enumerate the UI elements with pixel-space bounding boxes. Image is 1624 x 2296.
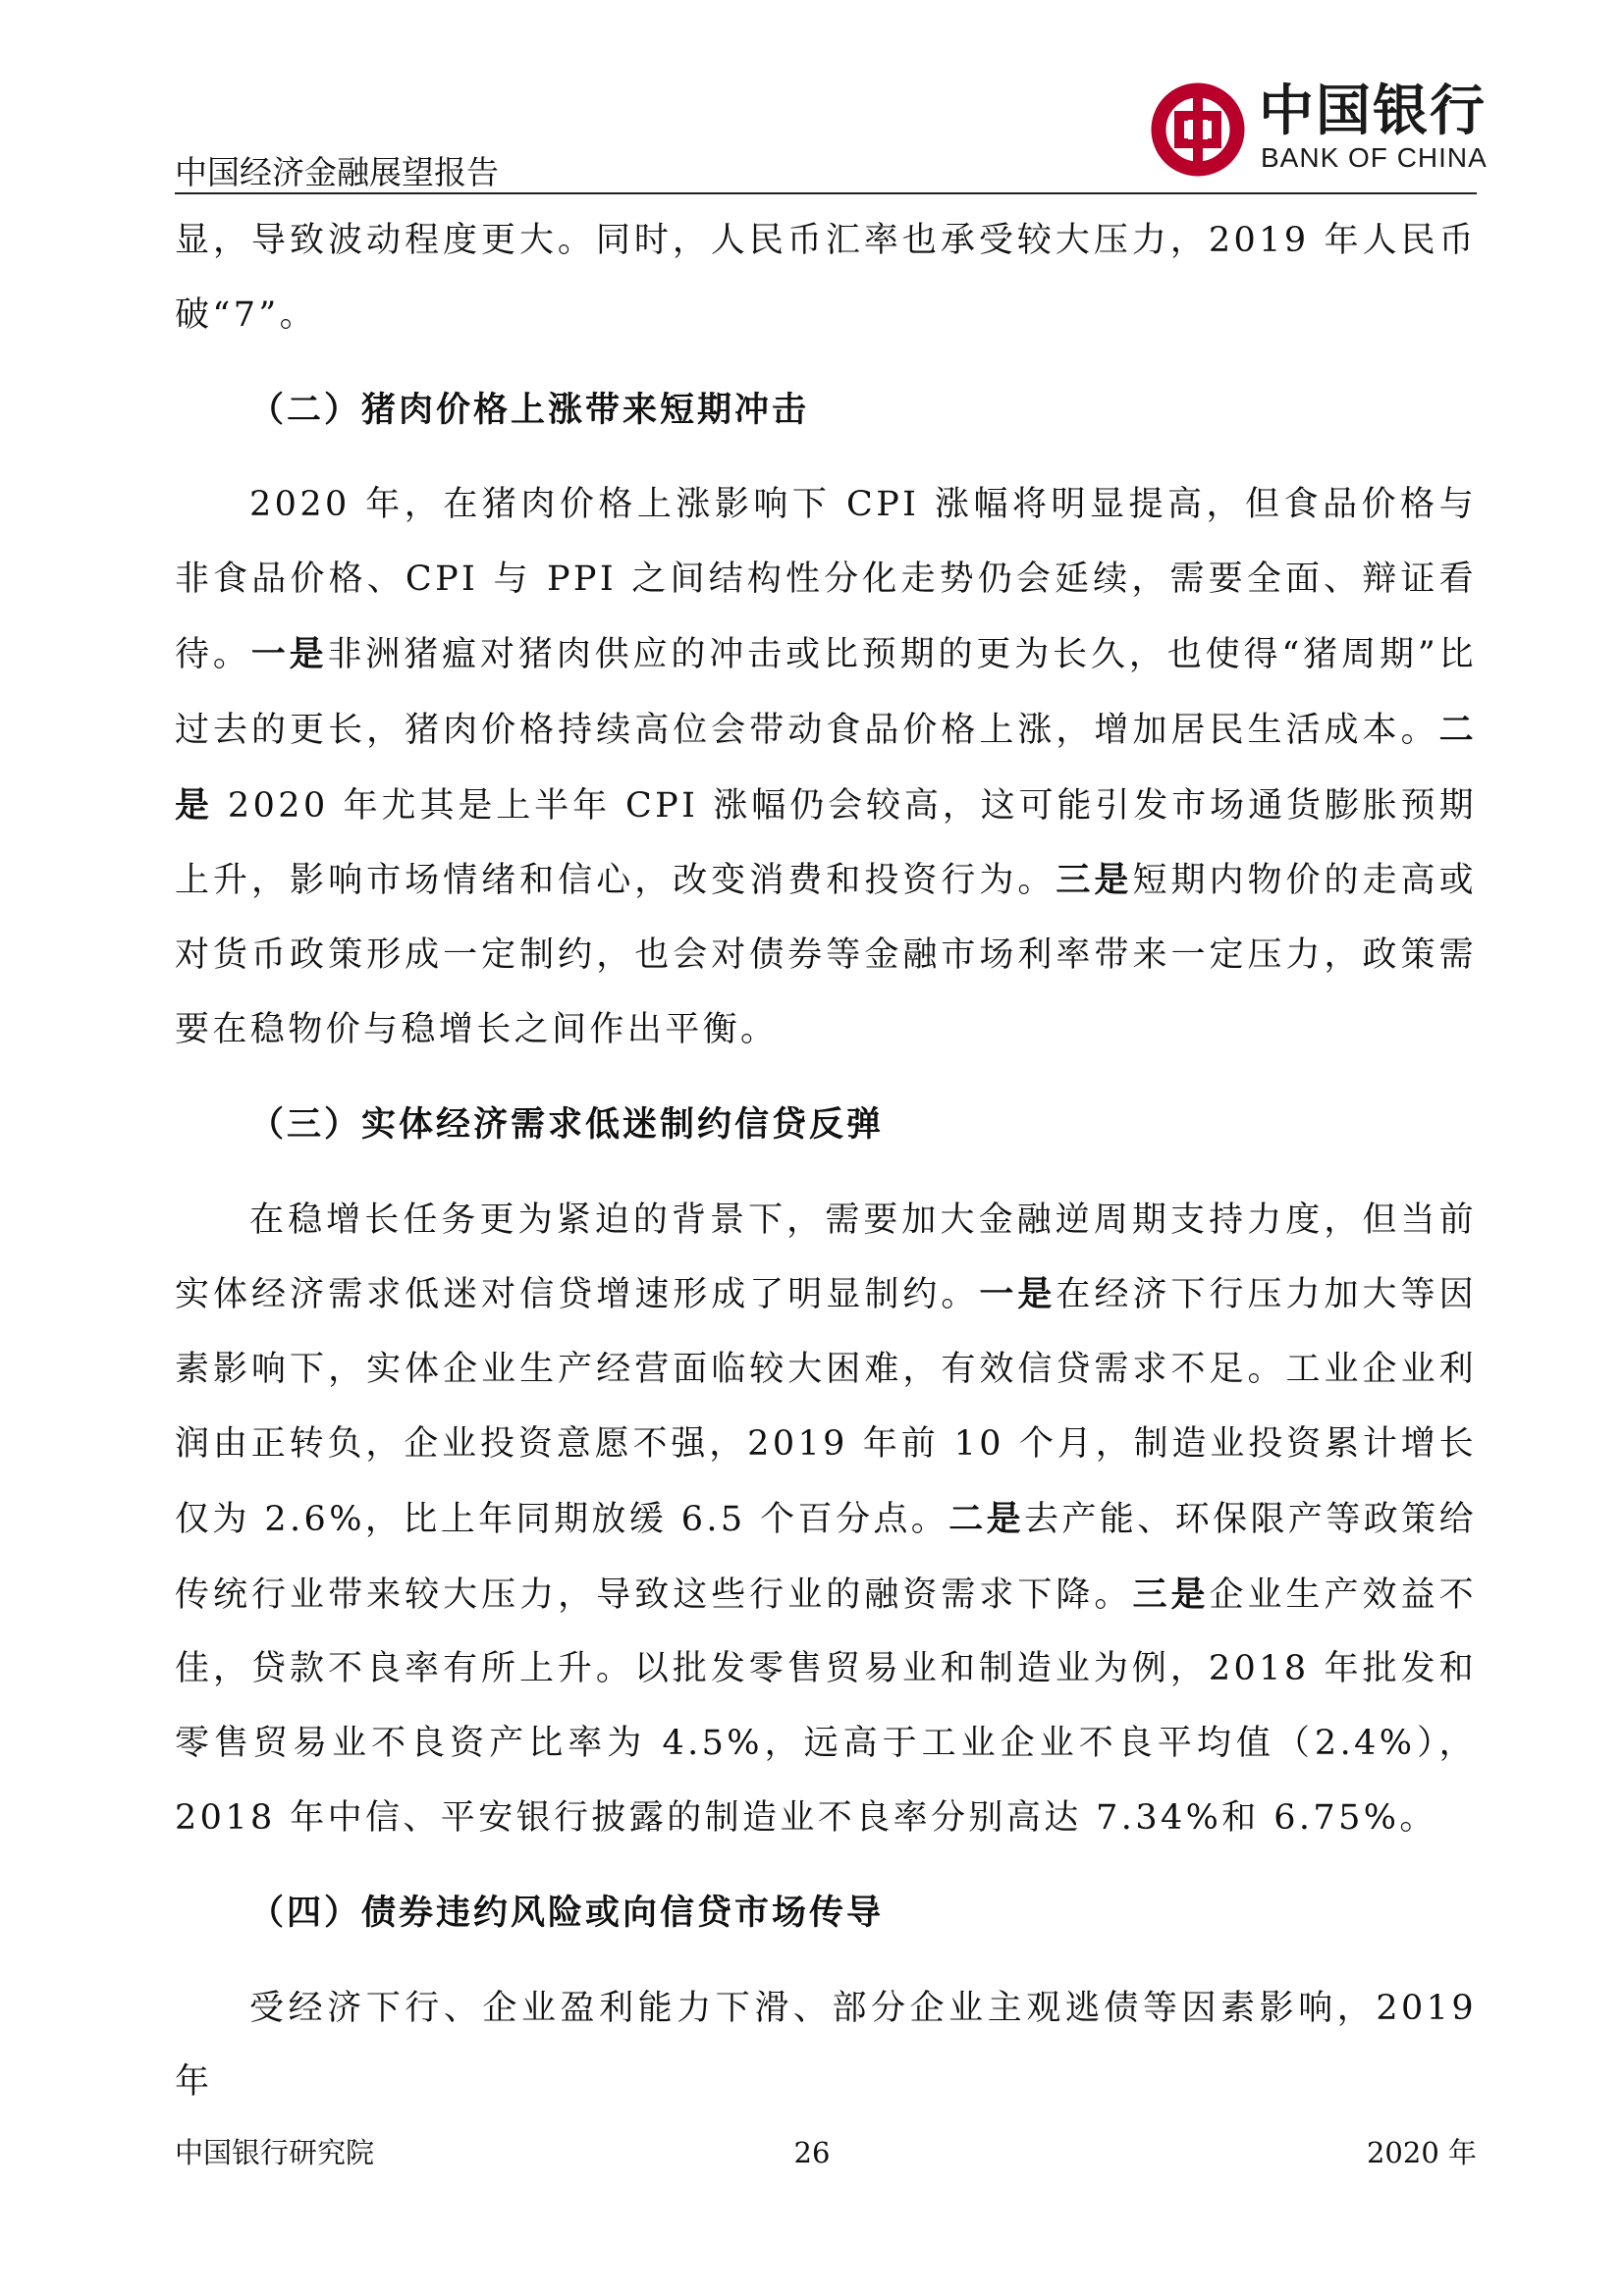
paragraph-text: 2020 年尤其是上半年 CPI 涨幅仍会较高，这可能引发市场通货膨胀预期上升，影响市场情绪和信心，改变消费和投资行为。 — [175, 785, 1477, 901]
emphasis-second: 二是 — [175, 709, 1477, 826]
paragraph-credit-demand — [175, 1184, 1477, 1856]
section-heading-3: （三）实体经济需求低迷制约信贷反弹 — [249, 1104, 885, 1145]
bank-of-china-emblem-icon — [1149, 80, 1247, 179]
paragraph-text: 2020 年，在猪肉价格上涨影响下 CPI 涨幅将明显提高，但食品价格与非食品价格、CPI 与 PPI 之间结构性分化走势仍会延续，需要全面、辩证看待。 — [175, 485, 1477, 674]
emphasis-second: 二是 — [948, 1498, 1025, 1539]
bank-logo — [1149, 79, 1488, 187]
page-body — [175, 204, 1477, 2120]
paragraph-bond-default: 受经济下行、企业盈利能力下滑、部分企业主观逃债等因素影响，2019 年 — [175, 1988, 1477, 2103]
header-divider — [175, 192, 1477, 194]
logo-chinese-name: 中国银行 — [1259, 79, 1487, 143]
section-heading-2: （二）猪肉价格上涨带来短期冲击 — [249, 390, 810, 430]
emphasis-third: 三是 — [1056, 860, 1133, 901]
page-number: 26 — [793, 2136, 831, 2169]
paragraph-continuation: 显，导致波动程度更大。同时，人民币汇率也承受较大压力，2019 年人民币破“7”。 — [175, 221, 1477, 335]
paragraph-text: 去产能、环保限产等政策给传统行业带来较大压力，导致这些行业的融资需求下降。 — [175, 1499, 1477, 1615]
paragraph-text: 在经济下行压力加大等因素影响下，实体企业生产经营面临较大困难，有效信贷需求不足。工业企业利润由正转负，企业投资意愿不强，2019 年前 10 个月，制造业投资累计增长仅为 2.6%，比上年同期放缓 6.5 个百分点。 — [175, 1275, 1477, 1539]
paragraph-text: 在稳增长任务更为紧迫的背景下，需要加大金融逆周期支持力度，但当前实体经济需求低迷对信贷增速形成了明显制约。 — [175, 1200, 1477, 1315]
emphasis-first: 一是 — [979, 1274, 1056, 1315]
paragraph-text: 非洲猪瘟对猪肉供应的冲击或比预期的更为长久，也使得“猪周期”比过去的更长，猪肉价格持续高位会带动食品价格上涨，增加居民生活成本。 — [175, 634, 1477, 750]
footer-institute: 中国银行研究院 — [175, 2136, 375, 2169]
footer-year: 2020 年 — [1366, 2136, 1477, 2169]
logo-english-name: BANK OF CHINA — [1261, 142, 1488, 173]
paragraph-text: 短期内物价的走高或对货币政策形成一定制约，也会对债券等金融市场利率带来一定压力，政策需要在稳物价与稳增长之间作出平衡。 — [175, 861, 1477, 1049]
emphasis-third: 三是 — [1132, 1574, 1210, 1615]
paragraph-pork-prices — [175, 468, 1477, 1067]
paragraph-text: 企业生产效益不佳，贷款不良率有所上升。以批发零售贸易业和制造业为例，2018 年批发和零售贸易业不良资产比率为 4.5%，远高于工业企业不良平均值（2.4%），2018 年中信、平安银行披露的制造业不良率分别高达 7.34%和 6.75%。 — [175, 1575, 1477, 1838]
emphasis-first: 一是 — [250, 633, 328, 674]
section-heading-4: （四）债券违约风险或向信贷市场传导 — [249, 1893, 885, 1933]
report-title: 中国经济金融展望报告 — [175, 153, 499, 191]
